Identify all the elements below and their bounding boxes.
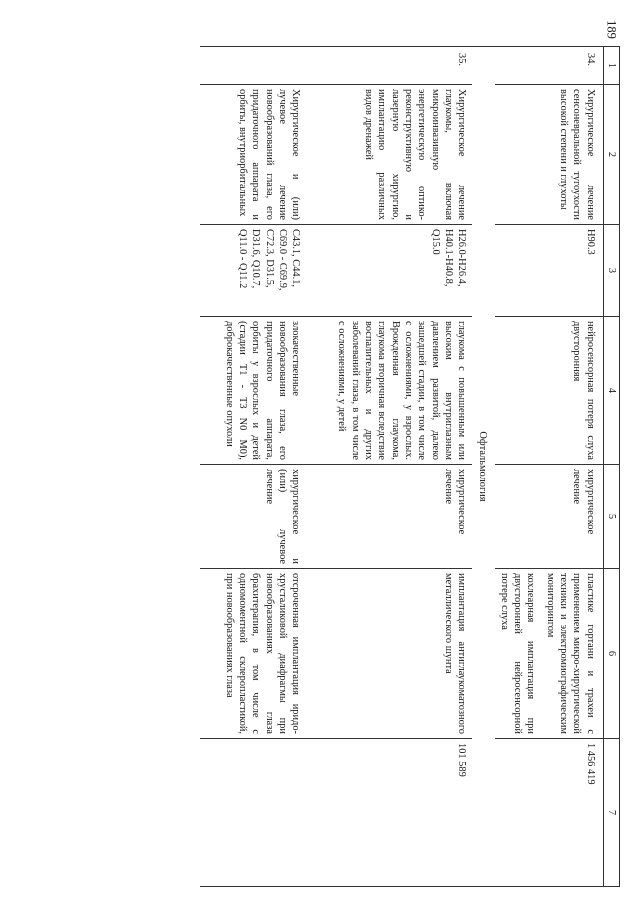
patient-model: злокачественные новообразования глаза, его придаточного аппарата, орбиты у взрослых и детей (стадии T1 - T3 N0 M0), доброкачественные опухоли: [200, 317, 306, 465]
col-header-4: 4: [603, 317, 619, 465]
treatment-type: хирургическое лечение: [496, 465, 604, 569]
section-title: Офтальмология: [472, 47, 495, 887]
treatment-method-text: пластике гортани и трахеи с применением микро-хирургической техники и электромиографическим мониторингом: [544, 573, 596, 734]
cost-value: 101 589: [306, 739, 472, 887]
col-header-7: 7: [603, 739, 619, 887]
icd-codes: C43.1, C44.1, C69.0 - C69.9, C72.3, D31.5, D31.6, Q10.7, Q11.0 - Q11.2: [200, 225, 306, 317]
row-number: [200, 47, 306, 85]
medical-care-table: [200, 46, 620, 887]
row-number: 34.: [496, 47, 604, 85]
icd-codes: H90.3: [496, 225, 604, 317]
col-header-1: 1: [603, 47, 619, 85]
cost-value: [200, 739, 306, 887]
page-number: 189: [604, 20, 619, 39]
treatment-method: отсроченная имплантация иридо-хрусталиковой диафрагмы при новообразованиях глаза брахитерапия, в том числе с одномоментной склеропластикой, при новообразованиях глаза: [200, 569, 306, 739]
treatment-method: имплантация антиглаукоматозного металлического шунта: [306, 569, 472, 739]
patient-model: нейросенсорная потеря слуха двусторонняя: [496, 317, 604, 465]
treatment-method-text-2: кохлеарная имплантация при двусторонней нейросенсорной потере слуха: [498, 573, 537, 734]
row-number: 35.: [306, 47, 472, 85]
table-row: [496, 47, 604, 887]
section-row: [472, 47, 495, 887]
col-header-3: 3: [603, 225, 619, 317]
care-type-name: Хирургическое и (или) лучевое лечение новообразований глаза, его придаточного аппарата и орбиты, внутриорбитальных: [200, 85, 306, 225]
column-number-header: [603, 47, 619, 887]
col-header-5: 5: [603, 465, 619, 569]
table-row: [200, 47, 306, 887]
icd-codes: H26.0-H26.4, H40.1-H40.8, Q15.0: [306, 225, 472, 317]
care-type-name: Хирургическое лечение сенсоневральной тугоухости высокой степени и глухоты: [496, 85, 604, 225]
treatment-method: [496, 569, 604, 739]
rotated-table-container: [118, 46, 620, 886]
patient-model: глаукома с повышенным или высоким внутриглазным давлением развитой, далеко зашедшей стадии, в том числе с осложнениями, у взрослых. Врожденная глаукома, глаукома вторичная вследствие воспалительных и других заболеваний глаза, в том числе с осложнениями, у детей: [306, 317, 472, 465]
col-header-6: 6: [603, 569, 619, 739]
care-type-name: Хирургическое лечение глаукомы, включая микроинвазивную энергетическую оптико-реконструктивную и лазерную хирургию, имплантацию различных видов дренажей: [306, 85, 472, 225]
cost-value: 1 456 419: [496, 739, 604, 887]
table-row: [306, 47, 472, 887]
col-header-2: 2: [603, 85, 619, 225]
treatment-type: хирургическое лечение: [306, 465, 472, 569]
treatment-type: хирургическое и (или) лучевое лечение: [200, 465, 306, 569]
